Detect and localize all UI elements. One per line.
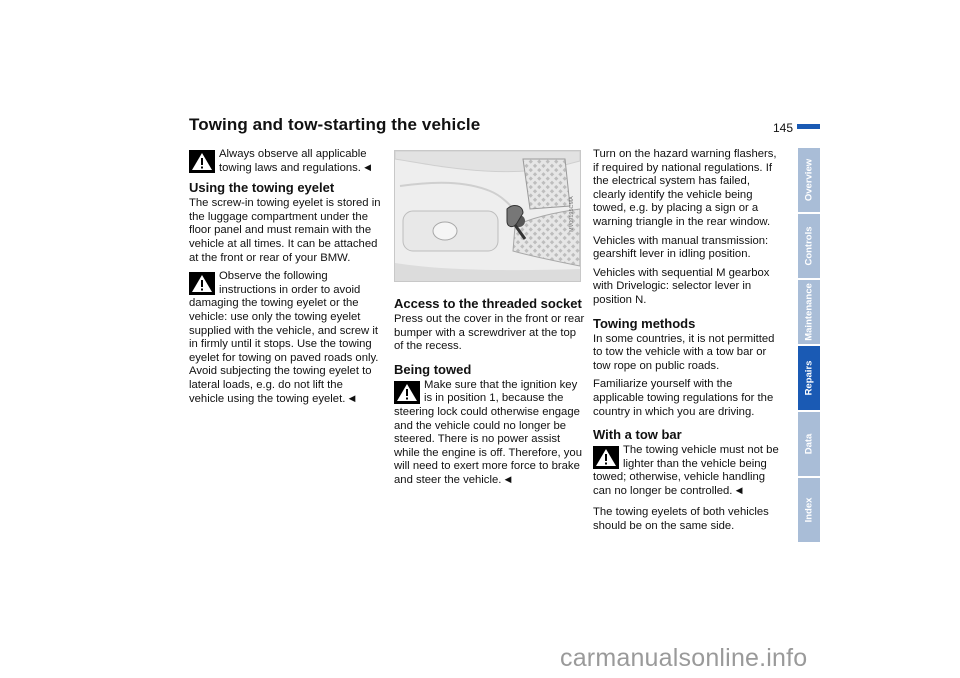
warning-text: The towing vehicle must not be lighter than the vehicle being towed; otherwise, vehicle handling can no longer be controlled.◄ bbox=[593, 444, 779, 497]
paragraph: The towing eyelets of both vehicles should be on the same side. bbox=[593, 506, 769, 533]
page-title: Towing and tow-starting the vehicle bbox=[189, 115, 481, 134]
column-2 bbox=[394, 296, 586, 493]
side-tab-repairs[interactable] bbox=[798, 346, 820, 410]
warning-triangle-icon bbox=[593, 446, 619, 469]
heading-towing-eyelet: Using the towing eyelet bbox=[189, 180, 335, 196]
paragraph: Vehicles with manual transmission: gearshift lever in idling position. bbox=[593, 234, 769, 261]
side-tab-label: Controls bbox=[803, 226, 815, 266]
paragraph: Familiarize yourself with the applicable towing regulations for the country in which you are driving. bbox=[593, 378, 774, 418]
heading-tow-bar: With a tow bar bbox=[593, 427, 682, 443]
warning-text: Always observe all applicable towing laws and regulations.◄ bbox=[219, 148, 374, 174]
end-mark-icon: ◄ bbox=[502, 473, 514, 486]
column-3 bbox=[593, 148, 785, 539]
bumper-towing-eyelet-icon bbox=[395, 151, 580, 281]
side-tab-label: Repairs bbox=[803, 360, 815, 396]
paragraph: Vehicles with sequential M gearbox with Drivelogic: selector lever in position N. bbox=[593, 266, 770, 306]
page-number: 145 bbox=[773, 121, 794, 135]
side-tab-data[interactable] bbox=[798, 412, 820, 476]
side-tab-index[interactable] bbox=[798, 478, 820, 542]
paragraph: In some countries, it is not permitted to tow the vehicle with a tow bar or tow rope on public roads. bbox=[593, 332, 775, 372]
figure-code: MV09195CMA bbox=[569, 196, 575, 232]
end-mark-icon: ◄ bbox=[733, 484, 745, 497]
bumper-illustration bbox=[394, 150, 581, 282]
column-1 bbox=[189, 148, 381, 411]
heading-threaded-socket: Access to the threaded socket bbox=[394, 296, 582, 311]
warning-block bbox=[593, 444, 785, 498]
warning-block bbox=[394, 379, 586, 488]
end-mark-icon: ◄ bbox=[361, 161, 374, 174]
end-mark-icon: ◄ bbox=[346, 392, 358, 405]
warning-triangle-icon bbox=[189, 272, 215, 295]
page-accent-bar bbox=[797, 124, 820, 129]
paragraph: Press out the cover in the front or rear bumper with a screwdriver at the top of the recess. bbox=[394, 313, 585, 353]
warning-block bbox=[189, 148, 381, 175]
warning-text: Observe the following instructions in order to avoid damaging the towing eyelet or the vehicle: use only the towing eyelet supplied with the vehicle, and screw it in firmly until it stops. Use the towing eyelet for towing on paved roads only. Avoid subjecting the towing eyelet to lateral loads, e.g. do not lift the vehicle using the towing eyelet.◄ bbox=[189, 270, 379, 405]
side-tab-label: Index bbox=[803, 497, 815, 523]
warning-text: Make sure that the ignition key is in position 1, because the steering lock could otherwise engage and the vehicle could no longer be steered. There is no power assist while the engine is off. Therefore, you will need to exert more force to brake and steer the vehicle.◄ bbox=[394, 378, 582, 486]
warning-triangle-icon bbox=[394, 381, 420, 404]
heading-being-towed: Being towed bbox=[394, 361, 472, 377]
side-tab-label: Data bbox=[803, 433, 815, 455]
side-tab-label: Overview bbox=[803, 158, 815, 202]
warning-block bbox=[189, 270, 381, 406]
watermark: carmanualsonline.info bbox=[560, 644, 808, 672]
side-nav bbox=[798, 148, 820, 544]
side-tab-maintenance[interactable] bbox=[798, 280, 820, 344]
warning-triangle-icon bbox=[189, 150, 215, 173]
side-tab-overview[interactable] bbox=[798, 148, 820, 212]
side-tab-label: Maintenance bbox=[803, 283, 815, 341]
heading-towing-methods: Towing methods bbox=[593, 315, 696, 331]
paragraph: Turn on the hazard warning flashers, if required by national regulations. If the electrical system has failed, clearly identify the vehicle being towed, e.g. by placing a sign or a warning triangle in the rear window. bbox=[593, 148, 777, 228]
side-tab-controls[interactable] bbox=[798, 214, 820, 278]
paragraph: The screw-in towing eyelet is stored in the luggage compartment under the floor panel and must remain with the vehicle at all times. It can be attached at the front or rear of your BMW. bbox=[189, 197, 381, 264]
